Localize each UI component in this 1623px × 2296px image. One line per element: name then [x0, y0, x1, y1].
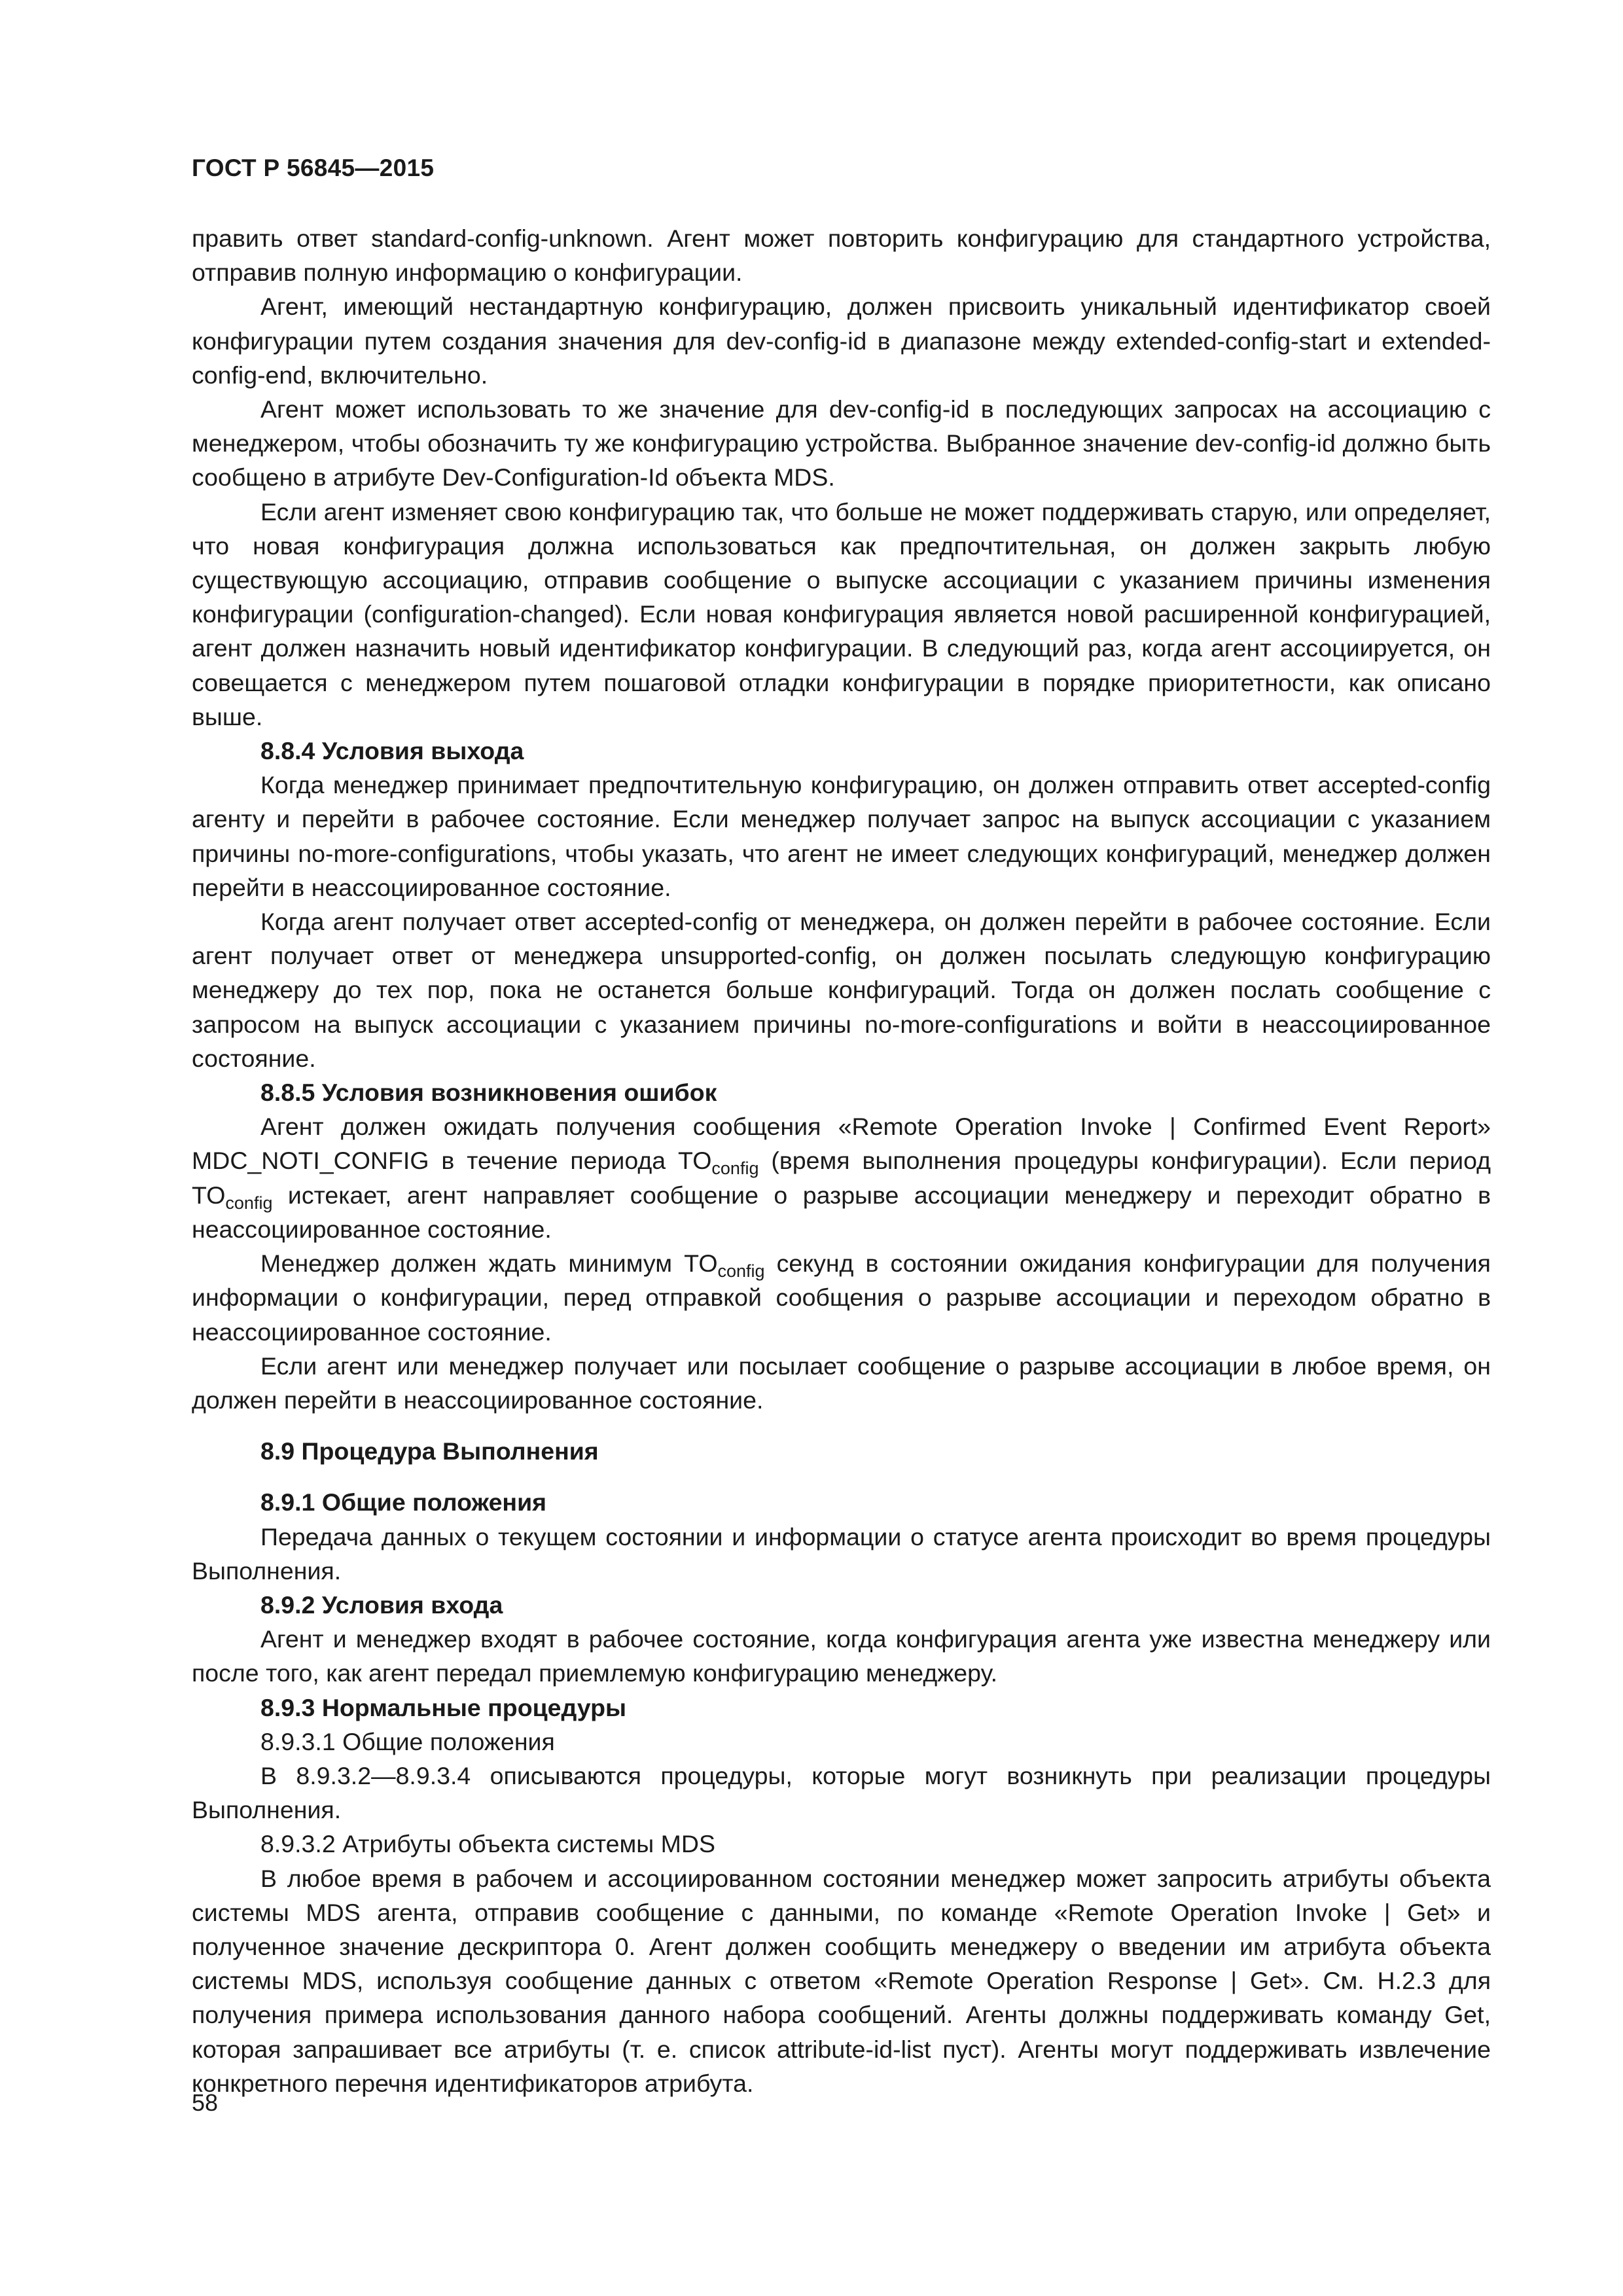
paragraph: В 8.9.3.2—8.9.3.4 описываются процедуры, которые могут возникнуть при реализации процедуры Выполнения. [192, 1761, 1491, 1824]
subscript: config [717, 1261, 765, 1282]
subsection-heading-8-9-3-1: 8.9.3.1 Общие положения [260, 1727, 555, 1755]
paragraph: Если агент или менеджер получает или посылает сообщение о разрыве ассоциации в любое время, он должен перейти в неассоциированное состояние. [192, 1352, 1491, 1414]
section-heading-8-9-3: 8.9.3 Нормальные процедуры [260, 1693, 627, 1721]
paragraph: Агент, имеющий нестандартную конфигурацию, должен присвоить уникальный идентификатор своей конфигурации путем создания значения для dev-config-id в диапазоне между extended-config-start и extended-config-end, включительно. [192, 293, 1491, 389]
text-run: Агент должен ожидать получения сообщения «Remote Operation Invoke | Confirmed Event Report» MDC_NOTI_CONFIG в течение периода TO [192, 1113, 1491, 1175]
subsection-heading-8-9-3-2: 8.9.3.2 Атрибуты объекта системы MDS [260, 1830, 715, 1858]
document-header-id: ГОСТ Р 56845—2015 [192, 154, 435, 181]
paragraph: В любое время в рабочем и ассоциированном состоянии менеджер может запросить атрибуты объекта системы MDS агента, отправив сообщение с данными, по команде «Remote Operation Invoke | Get» и полученное значение дескриптора 0. Агент должен сообщить менеджеру о введении им атрибута объекта системы MDS, используя сообщение данных с ответом «Remote Operation Response | Get». См. Н.2.3 для получения примера использования данного набора сообщений. Агенты должны поддерживать команду Get, которая запрашивает все атрибуты (т. е. список attribute-id-list пуст). Агенты могут поддерживать извлечение конкретного перечня идентификаторов атрибута. [192, 1864, 1491, 2097]
paragraph: Когда менеджер принимает предпочтительную конфигурацию, он должен отправить ответ accepted-config агенту и перейти в рабочее состояние. Если менеджер получает запрос на выпуск ассоциации с указанием причины no-more-configurations, чтобы указать, что агент не имеет следующих конфигураций, менеджер должен перейти в неассоциированное состояние. [192, 771, 1491, 901]
paragraph: Агент и менеджер входят в рабочее состояние, когда конфигурация агента уже известна менеджеру или после того, как агент передал приемлемую конфигурацию менеджеру. [192, 1625, 1491, 1687]
text-run: (время выполнения процедуры конфигурации). Если период TO [192, 1147, 1491, 1209]
text-run: секунд в состоянии ожидания конфигурации для получения информации о конфигурации, перед отправкой сообщения о разрыве ассоциации и переходом обратно в неассоциированное состояние. [192, 1249, 1491, 1346]
section-heading-8-9: 8.9 Процедура Выполнения [260, 1437, 599, 1465]
subscript: config [225, 1193, 273, 1213]
paragraph: править ответ standard-config-unknown. Агент может повторить конфигурацию для стандартного устройства, отправив полную информацию о конфигурации. [192, 224, 1491, 287]
paragraph: Если агент изменяет свою конфигурацию так, что больше не может поддерживать старую, или определяет, что новая конфигурация должна использоваться как предпочтительная, он должен закрыть любую существующую ассоциацию, отправив сообщение о выпуске ассоциации с указанием причины изменения конфигурации (configuration-changed). Если новая конфигурация является новой расширенной конфигурацией, агент должен назначить новый идентификатор конфигурации. В следующий раз, когда агент ассоциируется, он совещается с менеджером путем пошаговой отладки конфигурации в порядке приоритетности, как описано выше. [192, 497, 1491, 730]
paragraph: Передача данных о текущем состоянии и информации о статусе агента происходит во время процедуры Выполнения. [192, 1522, 1491, 1585]
section-heading-8-9-2: 8.9.2 Условия входа [260, 1590, 503, 1619]
text-run: истекает, агент направляет сообщение о разрыве ассоциации менеджеру и переходит обратно в неассоциированное состояние. [192, 1181, 1491, 1243]
text-run: Менеджер должен ждать минимум TO [260, 1249, 718, 1278]
section-heading-8-8-4: 8.8.4 Условия выхода [260, 737, 524, 765]
section-heading-8-8-5: 8.8.5 Условия возникновения ошибок [260, 1079, 717, 1107]
paragraph: Когда агент получает ответ accepted-config от менеджера, он должен перейти в рабочее состояние. Если агент получает ответ от менеджера unsupported-config, он должен посылать следующую конфигурацию менеджеру до тех пор, пока не останется больше конфигураций. Тогда он должен послать сообщение с запросом на выпуск ассоциации с указанием причины no-more-configurations и войти в неассоциированное состояние. [192, 908, 1491, 1072]
paragraph: Агент может использовать то же значение для dev-config-id в последующих запросах на ассоциацию с менеджером, чтобы обозначить ту же конфигурацию устройства. Выбранное значение dev-config-id должно быть сообщено в атрибуте Dev-Configuration-Id объекта MDS. [192, 395, 1491, 492]
page-number: 58 [192, 2089, 219, 2116]
subscript: config [711, 1158, 759, 1179]
paragraph [192, 1246, 1491, 1349]
section-heading-8-9-1: 8.9.1 Общие положения [260, 1488, 547, 1516]
paragraph [192, 1109, 1491, 1246]
document-body [192, 221, 1491, 2100]
